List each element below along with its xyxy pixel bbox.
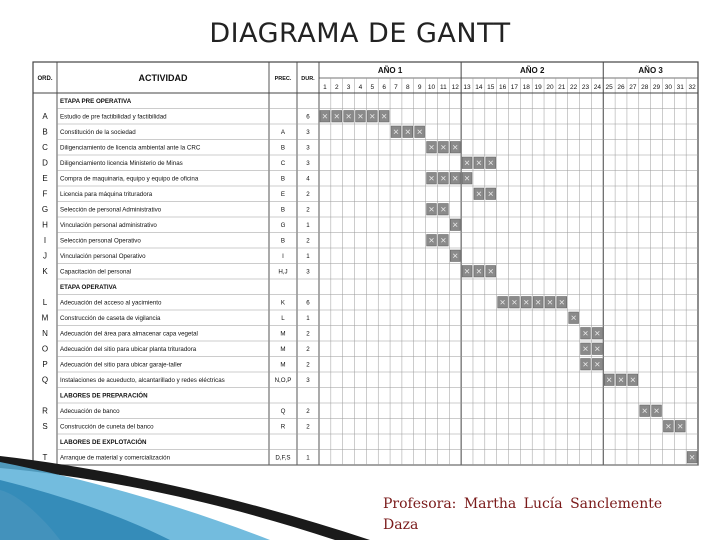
task-activity: Compra de maquinaria, equipo y equipo de oficina	[60, 175, 199, 183]
task-activity: Vinculación personal administrativo	[60, 222, 157, 230]
task-dur: 2	[306, 206, 310, 214]
task-dur: 2	[306, 346, 310, 354]
task-ord: E	[42, 174, 48, 184]
task-ord: R	[42, 406, 48, 416]
task-dur: 6	[306, 299, 310, 307]
header-month: 1	[323, 84, 327, 91]
task-activity: Constitución de la sociedad	[60, 129, 136, 137]
task-activity: Licencia para máquina trituradora	[60, 191, 153, 199]
task-activity: Selección de personal Administrativo	[60, 206, 162, 214]
task-activity: Instalaciones de acueducto, alcantarillado y redes eléctricas	[60, 377, 225, 385]
task-activity: Construcción de caseta de vigilancia	[60, 315, 161, 323]
task-prec: E	[280, 191, 286, 199]
task-dur: 3	[306, 144, 310, 152]
task-dur: 3	[306, 377, 310, 385]
task-ord: K	[42, 267, 48, 277]
header-month: 22	[570, 84, 578, 91]
task-activity: Adecuación del sitio para ubicar planta trituradora	[60, 346, 197, 354]
task-ord: I	[43, 236, 47, 246]
task-ord: N	[42, 329, 48, 339]
task-activity: Adecuación del acceso al yacimiento	[60, 299, 162, 307]
task-dur: 1	[306, 253, 310, 261]
header-month: 2	[334, 84, 339, 91]
task-ord: J	[43, 251, 47, 261]
header-month: 26	[617, 84, 625, 91]
task-dur: 2	[306, 191, 310, 199]
task-dur: 1	[306, 222, 310, 230]
header-month: 29	[652, 84, 661, 91]
task-dur: 3	[306, 129, 310, 137]
header-year: AÑO 2	[519, 66, 545, 75]
header-month: 16	[498, 84, 507, 91]
task-activity: Vinculación personal Operativo	[60, 253, 146, 261]
task-prec: M	[280, 330, 286, 338]
task-ord: O	[41, 344, 49, 354]
header-month: 18	[522, 84, 530, 91]
header-month: 21	[558, 84, 566, 91]
task-prec: G	[280, 222, 286, 230]
footer-line-1: Profesora: Martha Lucía Sanclemente	[383, 496, 663, 512]
section-label: LABORES DE PREPARACIÓN	[60, 392, 148, 400]
task-ord: B	[42, 127, 48, 137]
task-prec: H,J	[278, 268, 288, 276]
header-month: 32	[688, 84, 696, 91]
header-ord: ORD.	[37, 76, 53, 82]
task-ord: G	[41, 205, 49, 215]
task-prec: B	[280, 144, 286, 152]
task-activity: Construcción de cuneta del banco	[60, 423, 154, 431]
task-prec: B	[280, 175, 286, 183]
header-actividad: ACTIVIDAD	[138, 73, 188, 83]
footer-line-2: Daza	[383, 517, 419, 533]
task-dur: 2	[306, 237, 310, 245]
section-label: LABORES DE EXPLOTACIÓN	[60, 439, 147, 447]
task-activity: Adecuación de banco	[60, 408, 120, 416]
header-month: 3	[346, 84, 351, 91]
header-month: 14	[475, 84, 483, 91]
header-month: 5	[370, 84, 375, 91]
footer-credit	[383, 494, 703, 536]
task-ord: S	[42, 422, 48, 432]
header-month: 25	[605, 84, 613, 91]
header-month: 9	[417, 84, 422, 91]
page-title: DIAGRAMA DE GANTT	[209, 18, 511, 49]
header-year: AÑO 3	[638, 66, 663, 75]
task-dur: 2	[306, 330, 310, 338]
task-dur: 6	[306, 113, 310, 121]
header-month: 28	[641, 84, 649, 91]
task-ord: M	[41, 313, 49, 323]
header-month: 11	[439, 84, 447, 91]
task-prec: R	[280, 423, 286, 431]
task-prec: A	[280, 129, 286, 137]
task-activity: Arranque de material y comercialización	[60, 454, 171, 462]
task-activity: Selección personal Operativo	[60, 237, 141, 245]
task-ord: Q	[41, 375, 49, 385]
task-activity: Adecuación del área para almacenar capa vegetal	[60, 330, 198, 338]
header-prec: PREC.	[274, 76, 292, 82]
section-label: ETAPA PRE OPERATIVA	[60, 98, 132, 106]
task-prec: L	[281, 315, 285, 323]
task-prec: M	[280, 346, 286, 354]
task-prec: C	[280, 160, 286, 168]
task-dur: 1	[306, 454, 310, 462]
task-prec: M	[280, 361, 286, 369]
task-ord: A	[42, 112, 48, 122]
task-ord: L	[42, 298, 48, 308]
task-prec: B	[280, 237, 286, 245]
header-month: 19	[534, 84, 542, 91]
header-month: 30	[664, 84, 673, 91]
header-month: 31	[676, 84, 684, 91]
header-month: 7	[394, 84, 398, 91]
task-prec: I	[282, 253, 284, 261]
header-month: 20	[546, 84, 554, 91]
task-prec: N,O,P	[274, 377, 292, 385]
task-dur: 2	[306, 361, 310, 369]
task-ord: C	[42, 143, 48, 153]
header-month: 13	[463, 84, 471, 91]
header-month: 24	[593, 84, 601, 91]
task-dur: 4	[306, 175, 310, 183]
task-ord: D	[42, 158, 48, 168]
task-prec: D,F,S	[275, 454, 291, 462]
task-ord: F	[42, 189, 48, 199]
section-label: ETAPA OPERATIVA	[60, 284, 117, 292]
header-month: 17	[510, 84, 519, 91]
task-dur: 1	[306, 315, 310, 323]
task-activity: Diligenciamiento licencia Ministerio de Minas	[60, 160, 183, 168]
header-dur: DUR.	[301, 76, 315, 82]
task-dur: 3	[306, 160, 310, 168]
header-month: 4	[358, 84, 363, 91]
task-activity: Adecuación del sitio para ubicar garaje-taller	[60, 361, 183, 369]
header-month: 6	[382, 84, 386, 91]
header-month: 27	[629, 84, 637, 91]
task-ord: T	[42, 453, 48, 463]
task-prec: Q	[280, 408, 286, 416]
task-prec: K	[280, 299, 286, 307]
task-ord: H	[42, 220, 48, 230]
task-dur: 3	[306, 268, 310, 276]
task-activity: Estudio de pre factibilidad y factibilidad	[60, 113, 167, 121]
header-month: 8	[406, 84, 410, 91]
task-activity: Diligenciamiento de licencia ambiental ante la CRC	[60, 144, 201, 152]
header-month: 15	[487, 84, 495, 91]
header-month: 23	[581, 84, 590, 91]
task-prec: B	[280, 206, 286, 214]
task-dur: 2	[306, 408, 310, 416]
header-year: AÑO 1	[377, 66, 403, 75]
task-ord: P	[42, 360, 48, 370]
task-dur: 2	[306, 423, 310, 431]
header-month: 12	[451, 84, 459, 91]
header-month: 10	[427, 84, 436, 91]
task-activity: Capacitación del personal	[60, 268, 132, 276]
